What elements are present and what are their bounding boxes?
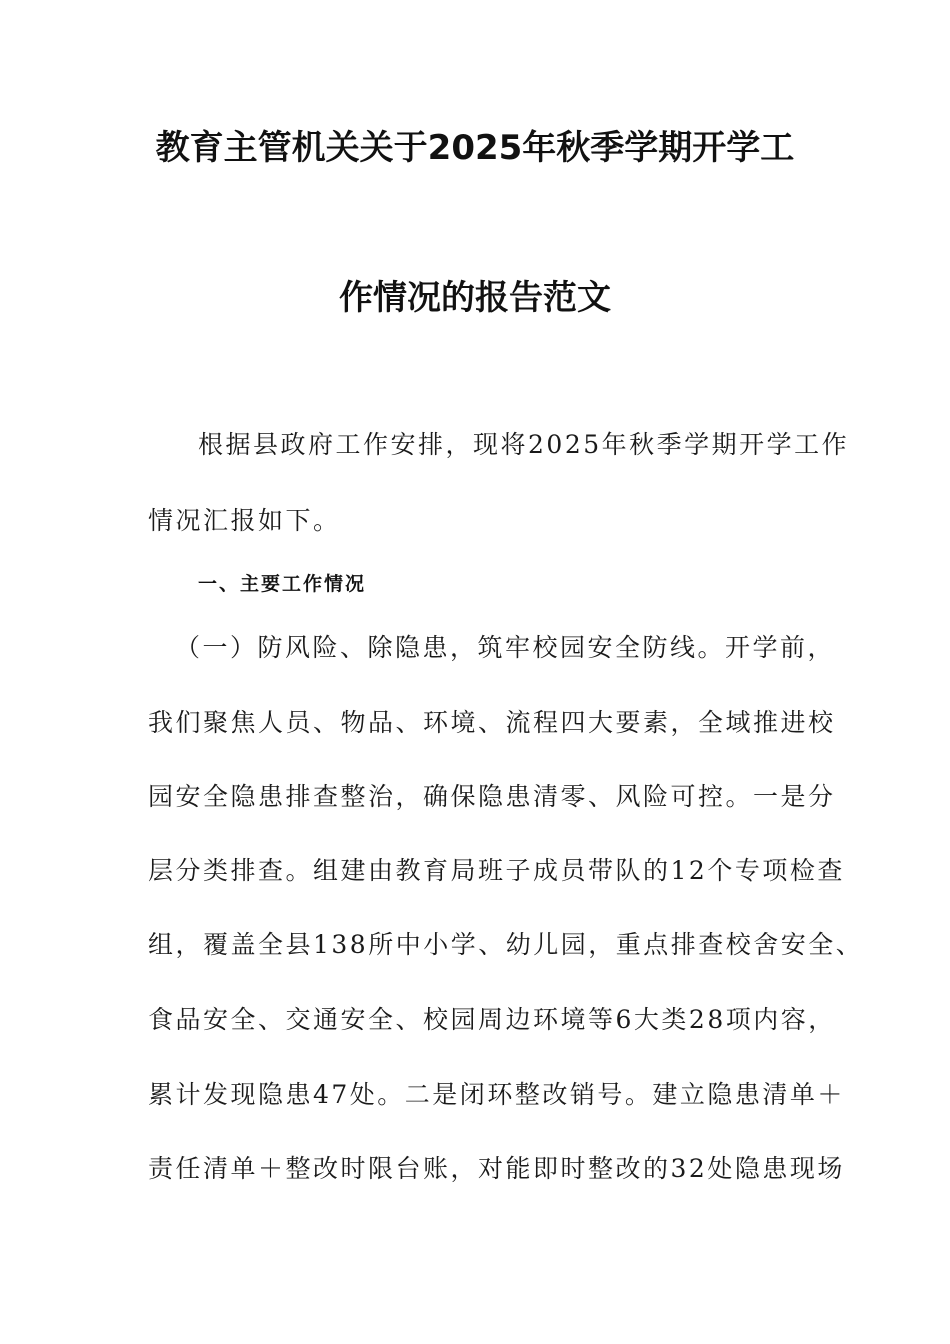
body-line-3: 园安全隐患排查整治，确保隐患清零、风险可控。一是分 [148,782,836,811]
body-line-6: 食品安全、交通安全、校园周边环境等6大类28项内容， [148,1005,836,1034]
body-line-7: 累计发现隐患47处。二是闭环整改销号。建立隐患清单＋ [148,1080,845,1109]
document-title-line-1: 教育主管机关关于2025年秋季学期开学工 [155,128,795,168]
section-heading: 一、主要工作情况 [198,573,367,595]
body-line-8: 责任清单＋整改时限台账，对能即时整改的32处隐患现场 [148,1154,845,1183]
body-line-5: 组，覆盖全县138所中小学、幼儿园，重点排查校舍安全、 [148,930,864,959]
intro-line-2: 情况汇报如下。 [148,506,341,535]
document-title-line-2: 作情况的报告范文 [339,278,611,318]
body-line-4: 层分类排查。组建由教育局班子成员带队的12个专项检查 [148,856,845,885]
intro-line-1: 根据县政府工作安排，现将2025年秋季学期开学工作 [198,430,850,459]
body-line-2: 我们聚焦人员、物品、环境、流程四大要素，全域推进校 [148,708,836,737]
body-line-1: （一）防风险、除隐患，筑牢校园安全防线。开学前， [175,633,836,662]
